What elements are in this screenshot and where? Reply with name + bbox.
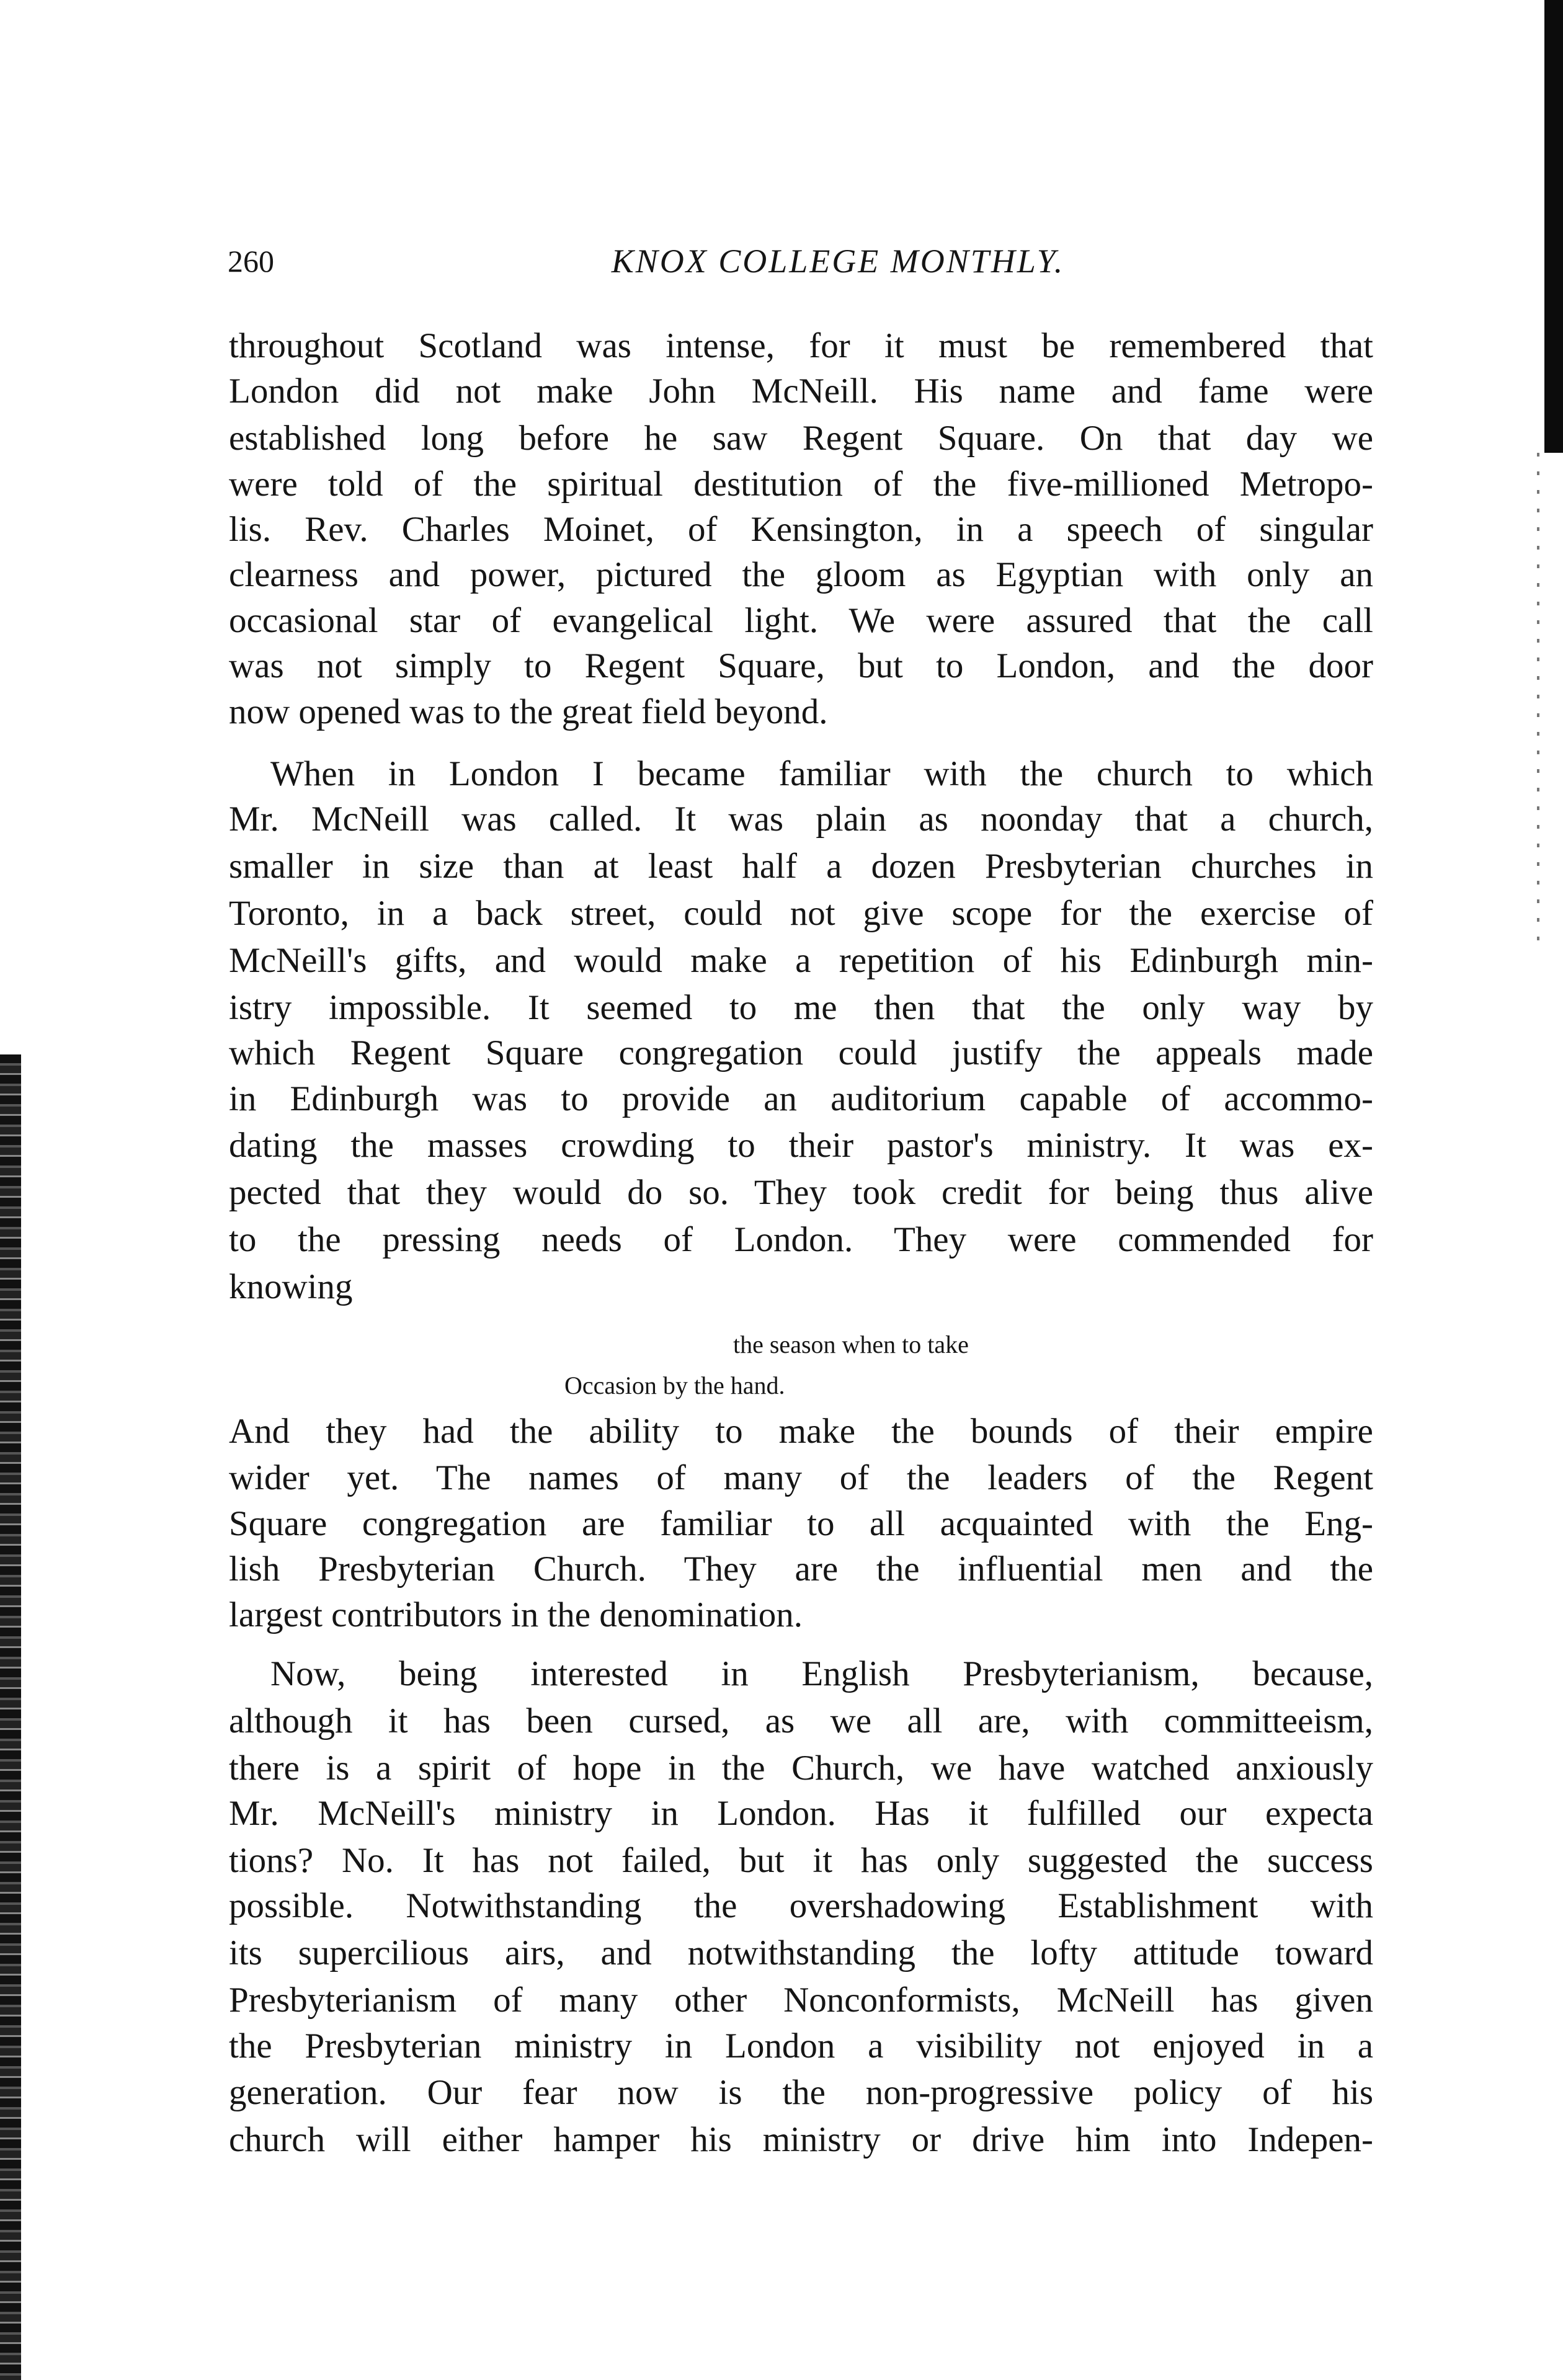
- text-line: in Edinburgh was to provide an auditorium capable of accommo-: [229, 1079, 1373, 1118]
- text-line: generation. Our fear now is the non-progressive policy of his: [229, 2073, 1373, 2112]
- scan-edge-left: [0, 1054, 21, 2380]
- running-title: KNOX COLLEGE MONTHLY.: [611, 243, 1065, 280]
- text-line: the Presbyterian ministry in London a visibility not enjoyed in a: [229, 2026, 1373, 2066]
- text-line: smaller in size than at least half a dozen Presbyterian churches in: [229, 847, 1373, 886]
- text-line: was not simply to Regent Square, but to London, and the door: [229, 646, 1373, 685]
- text-line: clearness and power, pictured the gloom as Egyptian with only an: [229, 555, 1373, 594]
- text-line: now opened was to the great field beyond.: [229, 692, 828, 731]
- quote-line: the season when to take: [733, 1330, 969, 1358]
- text-line: throughout Scotland was intense, for it must be remembered that: [229, 326, 1373, 365]
- page-number: 260: [228, 244, 274, 279]
- text-line: Now, being interested in English Presbyterianism, because,: [270, 1654, 1373, 1693]
- text-line: istry impossible. It seemed to me then that the only way by: [229, 988, 1373, 1027]
- text-line: lish Presbyterian Church. They are the influential men and the: [229, 1549, 1373, 1589]
- text-line: occasional star of evangelical light. We were assured that the call: [229, 601, 1373, 640]
- text-line: Presbyterianism of many other Nonconformists, McNeill has given: [229, 1981, 1373, 2020]
- text-line: dating the masses crowding to their pastor's ministry. It was ex-: [229, 1126, 1373, 1165]
- text-line: McNeill's gifts, and would make a repetition of his Edinburgh min-: [229, 941, 1373, 980]
- text-line: When in London I became familiar with the church to which: [270, 754, 1373, 793]
- text-line: Mr. McNeill was called. It was plain as noonday that a church,: [229, 800, 1373, 839]
- text-line: to the pressing needs of London. They were commended for: [229, 1220, 1373, 1259]
- text-line: largest contributors in the denomination.: [229, 1595, 803, 1634]
- text-line: lis. Rev. Charles Moinet, of Kensington, in a speech of singular: [229, 510, 1373, 549]
- text-line: knowing: [229, 1267, 353, 1306]
- text-line: established long before he saw Regent Square. On that day we: [229, 419, 1373, 458]
- text-line: Mr. McNeill's ministry in London. Has it fulfilled our expecta: [229, 1794, 1373, 1833]
- text-line: church will either hamper his ministry or drive him into Indepen-: [229, 2120, 1373, 2159]
- text-line: Square congregation are familiar to all acquainted with the Eng-: [229, 1504, 1373, 1543]
- scan-edge-right: [1544, 0, 1563, 453]
- text-line: London did not make John McNeill. His name and fame were: [229, 372, 1373, 411]
- text-line: And they had the ability to make the bounds of their empire: [229, 1412, 1373, 1451]
- text-line: were told of the spiritual destitution of the five-millioned Metropo-: [229, 465, 1373, 504]
- text-line: there is a spirit of hope in the Church, we have watched anxiously: [229, 1749, 1373, 1788]
- text-line: although it has been cursed, as we all are, with committeeism,: [229, 1701, 1373, 1740]
- text-line: wider yet. The names of many of the leaders of the Regent: [229, 1458, 1373, 1497]
- scan-edge-dots: [1537, 453, 1539, 943]
- text-line: its supercilious airs, and notwithstanding the lofty attitude toward: [229, 1933, 1373, 1972]
- text-line: possible. Notwithstanding the overshadowing Establishment with: [229, 1886, 1373, 1925]
- quote-line: Occasion by the hand.: [564, 1371, 785, 1399]
- text-line: tions? No. It has not failed, but it has only suggested the success: [229, 1841, 1373, 1880]
- text-line: pected that they would do so. They took credit for being thus alive: [229, 1173, 1373, 1212]
- text-line: Toronto, in a back street, could not give scope for the exercise of: [229, 894, 1373, 933]
- text-line: which Regent Square congregation could justify the appeals made: [229, 1033, 1373, 1072]
